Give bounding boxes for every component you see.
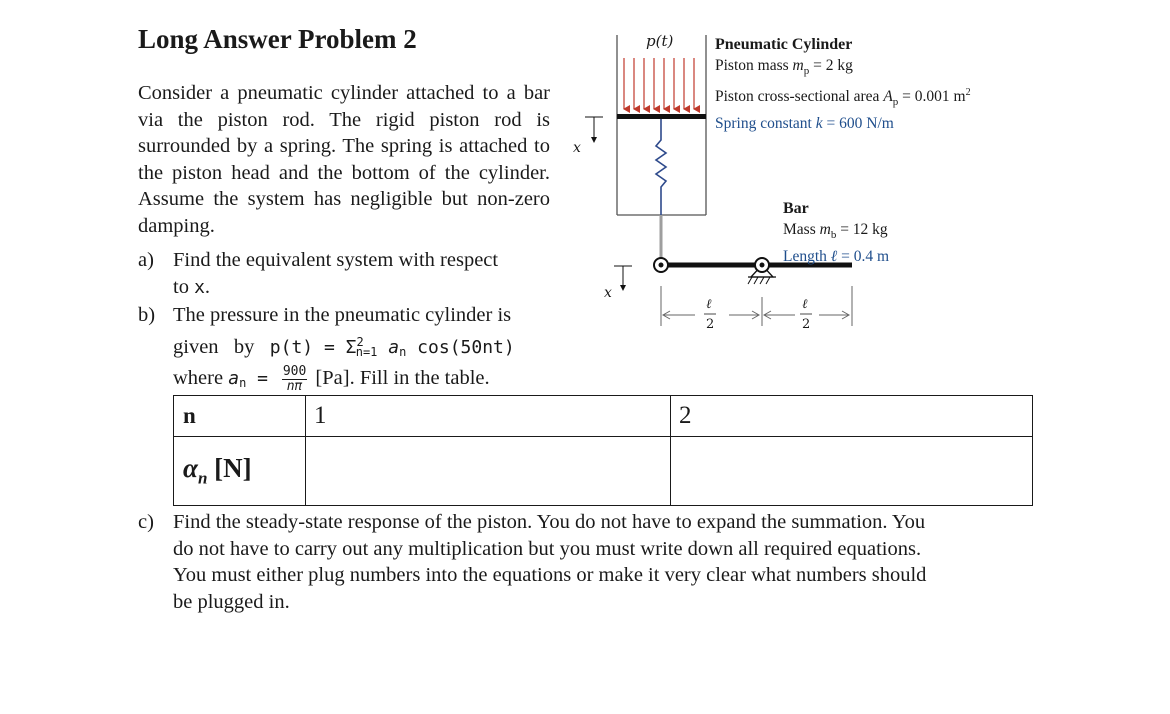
- part-a: [138, 247, 558, 303]
- bar-length: Length ℓ = 0.4 m: [783, 248, 890, 266]
- svg-text:2: 2: [706, 317, 715, 332]
- answer-cell-n2[interactable]: [671, 437, 1033, 506]
- table-row: [174, 396, 1033, 437]
- svg-text:ℓ: ℓ: [802, 297, 808, 312]
- length-dimensions: [661, 286, 852, 326]
- problem-intro: Consider a pneumatic cylinder attached to a bar via the piston rod. The rigid piston rod is surrounded by a spring. The spring is attached to the piston head and the bottom of the cylinder. Assume the system has negligible but non-zero damping.: [138, 82, 550, 237]
- piston-area: Piston cross-sectional area $A_p = 0.001$ $m^2$: [715, 87, 971, 109]
- bar-mass: Mass $m_b = 12$ kg: [783, 221, 888, 242]
- part-a-text: Find the equivalent system with respect to x.: [173, 249, 499, 298]
- spring-constant: Spring constant k = 600 N/m: [715, 115, 894, 133]
- spring: [656, 119, 666, 215]
- pressure-label: p(t): [646, 32, 674, 50]
- piston-head: [617, 114, 706, 119]
- svg-text:2: 2: [802, 317, 811, 332]
- answer-table: [173, 395, 1033, 506]
- x-label-bottom: x: [604, 285, 612, 301]
- x-label-top: x: [573, 140, 581, 156]
- piston-mass: Piston mass $m_p = 2$ kg: [715, 57, 853, 78]
- x-coordinate-bottom: [614, 266, 632, 291]
- table-header-n: n: [174, 396, 306, 437]
- an-fraction: $\frac{900}{n\pi}$: [282, 363, 307, 394]
- answer-cell-n1[interactable]: [306, 437, 671, 506]
- table-col-2: 2: [671, 396, 1033, 437]
- part-b-label: b): [138, 304, 156, 326]
- table-row-label-an: $\alpha_n$ [N]: [174, 437, 306, 506]
- problem-title: Long Answer Problem 2: [138, 24, 417, 54]
- pneumatic-cylinder-info: [715, 34, 971, 134]
- svg-text:ℓ: ℓ: [706, 297, 712, 312]
- part-c-label: c): [138, 511, 154, 533]
- x-coordinate-top: [585, 117, 603, 143]
- table-row: [174, 437, 1033, 506]
- bar-info: [783, 198, 889, 267]
- part-c-text: Find the steady-state response of the piston. You do not have to expand the summation. You do not have to carry out any multiplication but you must write down all required equations. You must either plug numbers into the equations or make it very clear what numbers should be plugged in.: [173, 511, 927, 613]
- pressure-arrows: [624, 58, 694, 109]
- half-length-label-left: [704, 297, 716, 332]
- half-length-label-right: [800, 297, 812, 332]
- table-col-1: 1: [306, 396, 671, 437]
- pivot-support: [748, 258, 776, 284]
- pneumatic-heading: Pneumatic Cylinder: [715, 36, 853, 53]
- pressure-formula: $p(t) = \Sigma^2_{n=1}$ $a_n$ cos(50nt): [269, 334, 515, 359]
- part-b-text: The pressure in the pneumatic cylinder is given by $p(t) = \Sigma^2_{n=1}$ $a_n$ cos(50nt) where $a_n$ = $\frac{900}{n\pi}$ [Pa]. Fill in the table.: [173, 304, 515, 394]
- bar-heading: Bar: [783, 200, 809, 217]
- part-b: [138, 302, 558, 394]
- part-a-label: a): [138, 249, 154, 271]
- part-c: [138, 509, 1058, 619]
